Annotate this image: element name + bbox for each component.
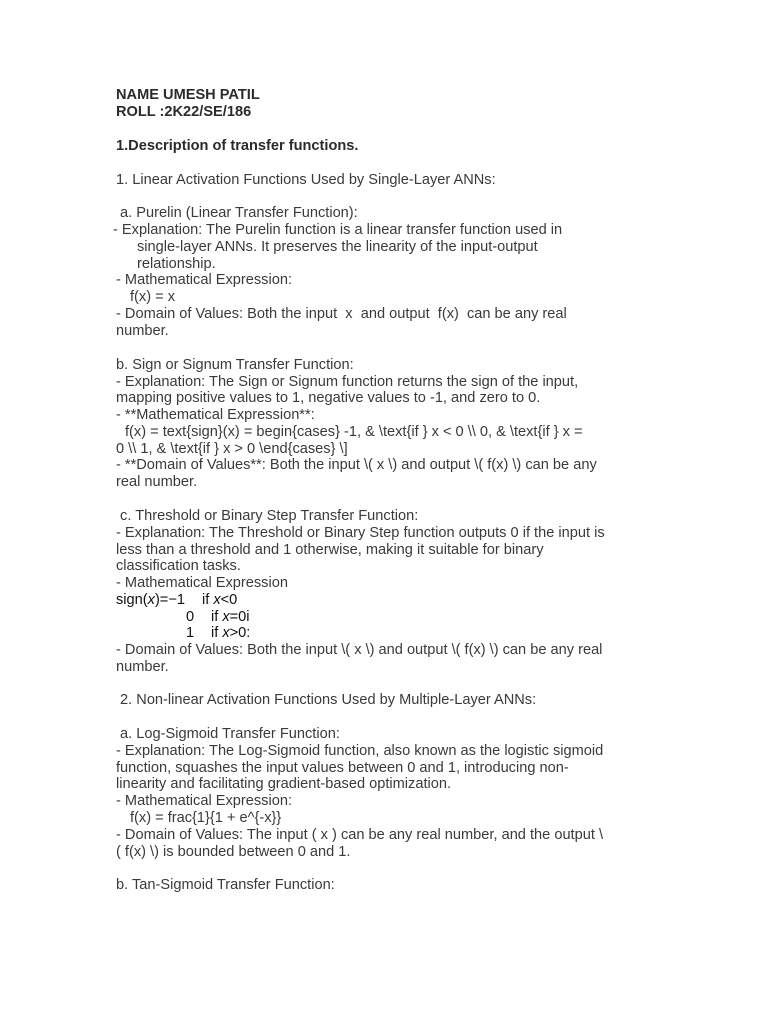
step-piece-3-value: 1 <box>186 625 195 641</box>
purelin-math: f(x) = x <box>130 289 175 305</box>
logsig-explanation-3: linearity and facilitating gradient-based optimization. <box>116 776 452 792</box>
purelin-title: a. Purelin (Linear Transfer Function): <box>116 205 358 221</box>
signum-math-2: 0 \\ 1, & \text{if } x > 0 \end{cases} \] <box>116 441 348 457</box>
threshold-math-label: - Mathematical Expression <box>116 575 288 591</box>
signum-domain-1: - **Domain of Values**: Both the input \( x \) and output \( f(x) \) can be any <box>116 457 597 473</box>
question-title: 1.Description of transfer functions. <box>116 138 359 154</box>
signum-title: b. Sign or Signum Transfer Function: <box>116 357 354 373</box>
logsig-explanation-2: function, squashes the input values between 0 and 1, introducing non- <box>116 760 569 776</box>
signum-math-1: f(x) = text{sign}(x) = begin{cases} -1, & \text{if } x < 0 \\ 0, & \text{if } x = <box>125 424 583 440</box>
purelin-math-label: - Mathematical Expression: <box>116 272 293 288</box>
logsig-math-label: - Mathematical Expression: <box>116 793 293 809</box>
signum-explanation-1: - Explanation: The Sign or Signum function returns the sign of the input, <box>116 374 579 390</box>
purelin-explanation-1: - Explanation: The Purelin function is a linear transfer function used in <box>113 222 563 238</box>
step-piece-2-value: 0 <box>186 609 195 625</box>
student-name: NAME UMESH PATIL <box>116 87 260 103</box>
threshold-domain-1: - Domain of Values: Both the input \( x \) and output \( f(x) \) can be any real <box>116 642 603 658</box>
roll-number: ROLL :2K22/SE/186 <box>116 104 252 120</box>
threshold-explanation-1: - Explanation: The Threshold or Binary Step function outputs 0 if the input is <box>116 525 605 541</box>
threshold-explanation-2: less than a threshold and 1 otherwise, making it suitable for binary <box>116 542 544 558</box>
threshold-domain-2: number. <box>116 659 169 675</box>
logsig-title: a. Log-Sigmoid Transfer Function: <box>116 726 340 742</box>
section-1-title: 1. Linear Activation Functions Used by Single-Layer ANNs: <box>116 172 496 188</box>
tansig-title: b. Tan-Sigmoid Transfer Function: <box>116 877 335 893</box>
purelin-domain-2: number. <box>116 323 169 339</box>
step-piece-2-cond: if x=0i <box>211 609 250 625</box>
signum-domain-2: real number. <box>116 474 198 490</box>
logsig-math: f(x) = frac{1}{1 + e^{-x}} <box>130 810 282 826</box>
signum-math-label: - **Mathematical Expression**: <box>116 407 315 423</box>
section-2-title: 2. Non-linear Activation Functions Used by Multiple-Layer ANNs: <box>116 692 537 708</box>
signum-explanation-2: mapping positive values to 1, negative values to -1, and zero to 0. <box>116 390 541 406</box>
step-piece-1-cond: if x<0 <box>202 592 238 608</box>
purelin-domain-1: - Domain of Values: Both the input x and output f(x) can be any real <box>116 306 567 322</box>
logsig-domain-2: ( f(x) \) is bounded between 0 and 1. <box>116 844 351 860</box>
step-piece-1-lhs: sign(x)=−1 <box>116 592 185 608</box>
step-piece-3-cond: if x>0: <box>211 625 251 641</box>
logsig-explanation-1: - Explanation: The Log-Sigmoid function, also known as the logistic sigmoid <box>116 743 604 759</box>
threshold-explanation-3: classification tasks. <box>116 558 241 574</box>
logsig-domain-1: - Domain of Values: The input ( x ) can be any real number, and the output \ <box>116 827 604 843</box>
threshold-title: c. Threshold or Binary Step Transfer Function: <box>116 508 419 524</box>
purelin-explanation-2: single-layer ANNs. It preserves the linearity of the input-output <box>137 239 538 255</box>
purelin-explanation-3: relationship. <box>137 256 216 272</box>
